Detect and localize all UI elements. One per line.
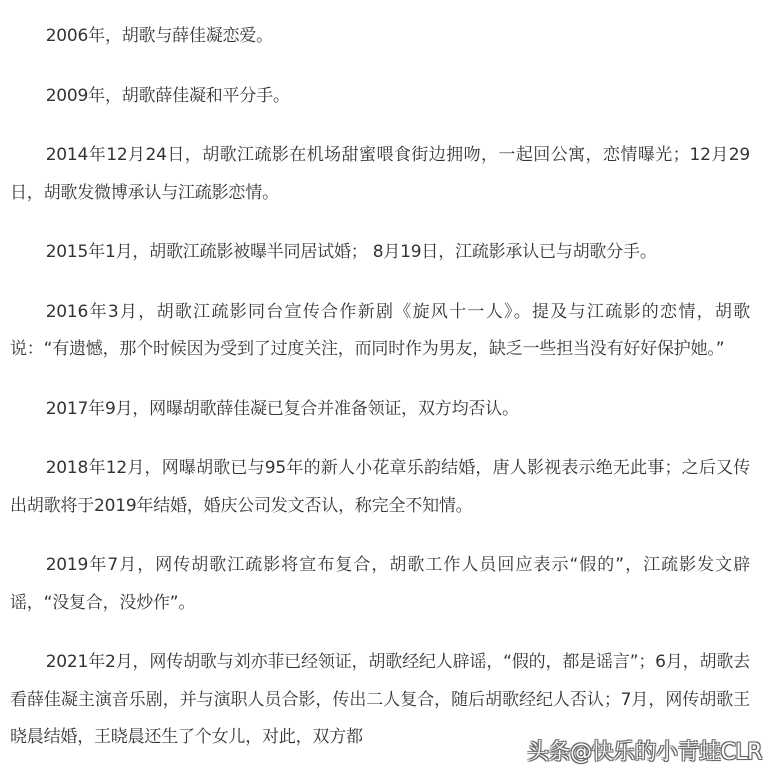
paragraph-2018: 2018年12月，网曝胡歌已与95年的新人小花章乐韵结婚，唐人影视表示绝无此事；之后又传出胡歌将于2019年结婚，婚庆公司发文否认，称完全不知情。: [10, 458, 750, 516]
paragraph-2021: 2021年2月，网传胡歌与刘亦菲已经领证，胡歌经纪人辟谣，“假的，都是谣言”；6月，胡歌去看薛佳凝主演音乐剧，并与演职人员合影，传出二人复合，随后胡歌经纪人否认；7月，网传胡歌王晓晨结婚，王晓晨还生了个女儿，对此，双方都: [10, 652, 750, 747]
paragraph-2016: 2016年3月，胡歌江疏影同台宣传合作新剧《旋风十一人》。提及与江疏影的恋情，胡歌说：“有遗憾，那个时候因为受到了过度关注，而同时作为男友，缺乏一些担当没有好好保护她。”: [10, 301, 750, 359]
paragraph-2014: 2014年12月24日，胡歌江疏影在机场甜蜜喂食街边拥吻，一起回公寓，恋情曝光；12月29日，胡歌发微博承认与江疏影恋情。: [10, 145, 750, 203]
watermark: 头条@快乐的小青蛙CLR: [527, 740, 762, 765]
paragraph-2019: 2019年7月，网传胡歌江疏影将宣布复合，胡歌工作人员回应表示“假的”，江疏影发文辟谣，“没复合，没炒作”。: [10, 555, 750, 613]
paragraph-2015: 2015年1月，胡歌江疏影被曝半同居试婚； 8月19日，江疏影承认已与胡歌分手。: [45, 242, 657, 262]
article-body: [10, 18, 750, 779]
paragraph-2017: 2017年9月，网曝胡歌薛佳凝已复合并准备领证，双方均否认。: [45, 398, 519, 419]
paragraph-2009: 2009年，胡歌薛佳凝和平分手。: [45, 85, 290, 106]
paragraph-2006: 2006年，胡歌与薛佳凝恋爱。: [45, 26, 273, 46]
